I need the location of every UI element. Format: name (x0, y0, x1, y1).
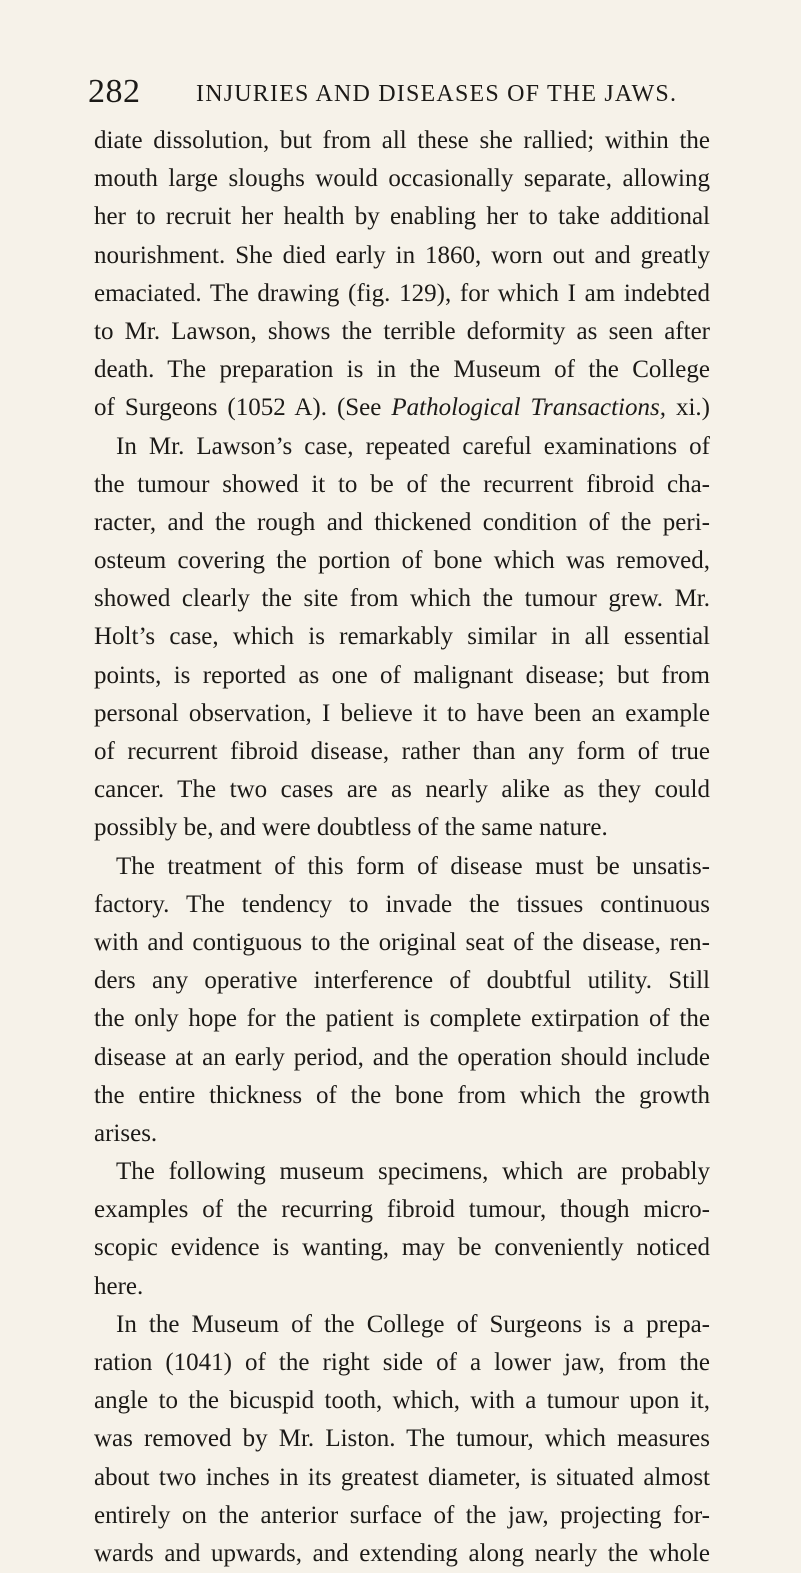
text-line: about two inches in its greatest diameter, is situated almost (94, 1463, 710, 1491)
text-line: osteum covering the portion of bone which was removed, (94, 547, 710, 575)
text-line-citation (94, 389, 710, 427)
body-text (94, 122, 710, 1573)
text-line: to Mr. Lawson, shows the terrible deformity as seen after (94, 317, 710, 345)
text-line: angle to the bicuspid tooth, which, with a tumour upon it, (94, 1387, 710, 1415)
text-line: the tumour showed it to be of the recurrent fibroid cha- (94, 470, 710, 498)
journal-title: Pathological Transactions, (391, 394, 666, 422)
text-line: the only hope for the patient is complete extirpation of the (94, 1005, 710, 1033)
text-line: nourishment. She died early in 1860, worn out and greatly (94, 241, 710, 269)
text-line: was removed by Mr. Liston. The tumour, which measures (94, 1425, 710, 1453)
text-line: the entire thickness of the bone from which the growth (94, 1081, 710, 1109)
text-line: ders any operative interference of doubtful utility. Still (94, 967, 710, 995)
text-line: showed clearly the site from which the tumour grew. Mr. (94, 585, 710, 613)
text-line: entirely on the anterior surface of the jaw, projecting for- (94, 1501, 710, 1529)
page-number: 282 (88, 73, 141, 110)
paragraph-end: arises. (94, 1119, 158, 1147)
paragraph-start: In Mr. Lawson’s case, repeated careful examinations of (116, 432, 710, 460)
running-head: INJURIES AND DISEASES OF THE JAWS. (196, 81, 678, 107)
citation-lead: of Surgeons (1052 A). (See (94, 394, 392, 422)
text-line: diate dissolution, but from all these she rallied; within the (94, 127, 710, 154)
page-header (88, 70, 738, 114)
text-line: of recurrent fibroid disease, rather than any form of true (94, 738, 710, 765)
text-line: disease at an early period, and the operation should include (94, 1043, 710, 1071)
text-line: racter, and the rough and thickened condition of the peri- (94, 508, 710, 536)
paragraph-end: here. (94, 1272, 144, 1300)
paragraph-end: possibly be, and were doubtless of the same nature. (94, 814, 608, 842)
text-line: points, is reported as one of malignant disease; but from (94, 661, 710, 689)
text-line: personal observation, I believe it to have been an example (94, 699, 710, 727)
text-line: emaciated. The drawing (fig. 129), for which I am indebted (94, 279, 710, 307)
text-line: wards and upwards, and extending along nearly the whole (94, 1539, 710, 1567)
text-line: mouth large sloughs would occasionally separate, allowing (94, 165, 710, 193)
text-line: death. The preparation is in the Museum of the College (94, 356, 710, 384)
paragraph-start: In the Museum of the College of Surgeons is a prepa- (116, 1310, 710, 1338)
citation-volume: xi.) (665, 394, 710, 422)
text-line: with and contiguous to the original seat of the disease, ren- (94, 928, 710, 956)
paragraph-start: The following museum specimens, which are probably (116, 1158, 710, 1186)
text-line: Holt’s case, which is remarkably similar in all essential (94, 623, 710, 651)
text-line: factory. The tendency to invade the tissues continuous (94, 886, 710, 924)
text-line: scopic evidence is wanting, may be conveniently noticed (94, 1234, 710, 1262)
text-line: cancer. The two cases are as nearly alike as they could (94, 776, 710, 804)
text-line: her to recruit her health by enabling her to take additional (94, 203, 710, 231)
paragraph-start: The treatment of this form of disease must be unsatis- (116, 852, 710, 880)
text-line: examples of the recurring fibroid tumour, though micro- (94, 1196, 710, 1224)
text-line: ration (1041) of the right side of a lower jaw, from the (94, 1349, 710, 1376)
